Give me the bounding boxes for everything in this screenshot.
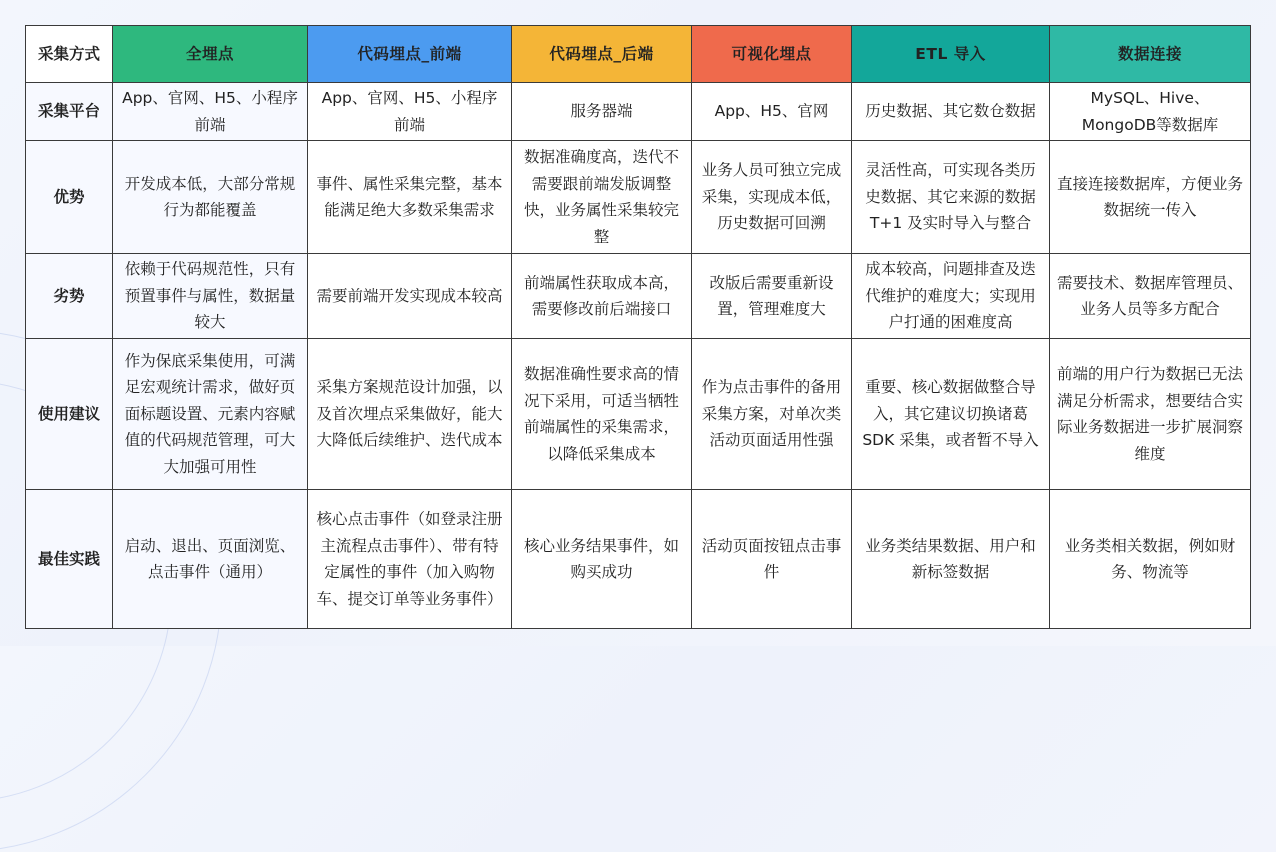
table-cell: 采集方案规范设计加强，以及首次埋点采集做好，能大大降低后续维护、迭代成本	[308, 339, 512, 490]
column-header-code-backend: 代码埋点_后端	[512, 26, 692, 83]
row-header-platform: 采集平台	[26, 83, 113, 141]
table-cell: 直接连接数据库，方便业务数据统一传入	[1050, 141, 1251, 254]
row-header-usage-advice: 使用建议	[26, 339, 113, 490]
column-header-data-connection: 数据连接	[1050, 26, 1251, 83]
comparison-table	[25, 25, 1251, 629]
table-cell: 业务类相关数据，例如财务、物流等	[1050, 490, 1251, 629]
table-cell: 重要、核心数据做整合导入，其它建议切换诸葛SDK 采集，或者暂不导入	[852, 339, 1050, 490]
header-row	[26, 26, 1251, 83]
table-cell: 前端的用户行为数据已无法满足分析需求，想要结合实际业务数据进一步扩展洞察维度	[1050, 339, 1251, 490]
table-cell: 需要前端开发实现成本较高	[308, 254, 512, 339]
table-cell: 成本较高，问题排查及迭代维护的难度大；实现用户打通的困难度高	[852, 254, 1050, 339]
table-cell: 灵活性高，可实现各类历史数据、其它来源的数据 T+1 及实时导入与整合	[852, 141, 1050, 254]
table-cell: App、官网、H5、小程序前端	[308, 83, 512, 141]
row-header-disadvantages: 劣势	[26, 254, 113, 339]
table-cell: 历史数据、其它数仓数据	[852, 83, 1050, 141]
table-cell: 开发成本低，大部分常规行为都能覆盖	[113, 141, 308, 254]
column-header-visual-tracking: 可视化埋点	[692, 26, 852, 83]
table-cell: 前端属性获取成本高，需要修改前后端接口	[512, 254, 692, 339]
table-cell: App、H5、官网	[692, 83, 852, 141]
table-cell: 数据准确度高，迭代不需要跟前端发版调整快，业务属性采集较完整	[512, 141, 692, 254]
table-cell: 活动页面按钮点击事件	[692, 490, 852, 629]
table-cell: 核心点击事件（如登录注册主流程点击事件）、带有特定属性的事件（加入购物车、提交订单等业务事件）	[308, 490, 512, 629]
column-header-etl-import: ETL 导入	[852, 26, 1050, 83]
table-row	[26, 254, 1251, 339]
row-header-best-practice: 最佳实践	[26, 490, 113, 629]
table-row	[26, 490, 1251, 629]
table-row	[26, 141, 1251, 254]
table-cell: 改版后需要重新设置，管理难度大	[692, 254, 852, 339]
table-cell: 核心业务结果事件，如购买成功	[512, 490, 692, 629]
table-cell: 需要技术、数据库管理员、业务人员等多方配合	[1050, 254, 1251, 339]
table-row	[26, 83, 1251, 141]
table-cell: 数据准确性要求高的情况下采用，可适当牺牲前端属性的采集需求，以降低采集成本	[512, 339, 692, 490]
column-header-code-frontend: 代码埋点_前端	[308, 26, 512, 83]
row-header-advantages: 优势	[26, 141, 113, 254]
corner-label: 采集方式	[26, 26, 113, 83]
table-cell: 启动、退出、页面浏览、点击事件（通用）	[113, 490, 308, 629]
table-row	[26, 339, 1251, 490]
table-cell: 事件、属性采集完整，基本能满足绝大多数采集需求	[308, 141, 512, 254]
table-cell: 业务人员可独立完成采集，实现成本低，历史数据可回溯	[692, 141, 852, 254]
table-cell: 作为保底采集使用，可满足宏观统计需求，做好页面标题设置、元素内容赋值的代码规范管理，可大大加强可用性	[113, 339, 308, 490]
table-cell: 业务类结果数据、用户和新标签数据	[852, 490, 1050, 629]
column-header-full-tracking: 全埋点	[113, 26, 308, 83]
table-cell: MySQL、Hive、MongoDB等数据库	[1050, 83, 1251, 141]
table-cell: App、官网、H5、小程序前端	[113, 83, 308, 141]
table-cell: 服务器端	[512, 83, 692, 141]
table-cell: 依赖于代码规范性，只有预置事件与属性，数据量较大	[113, 254, 308, 339]
table-cell: 作为点击事件的备用采集方案，对单次类活动页面适用性强	[692, 339, 852, 490]
